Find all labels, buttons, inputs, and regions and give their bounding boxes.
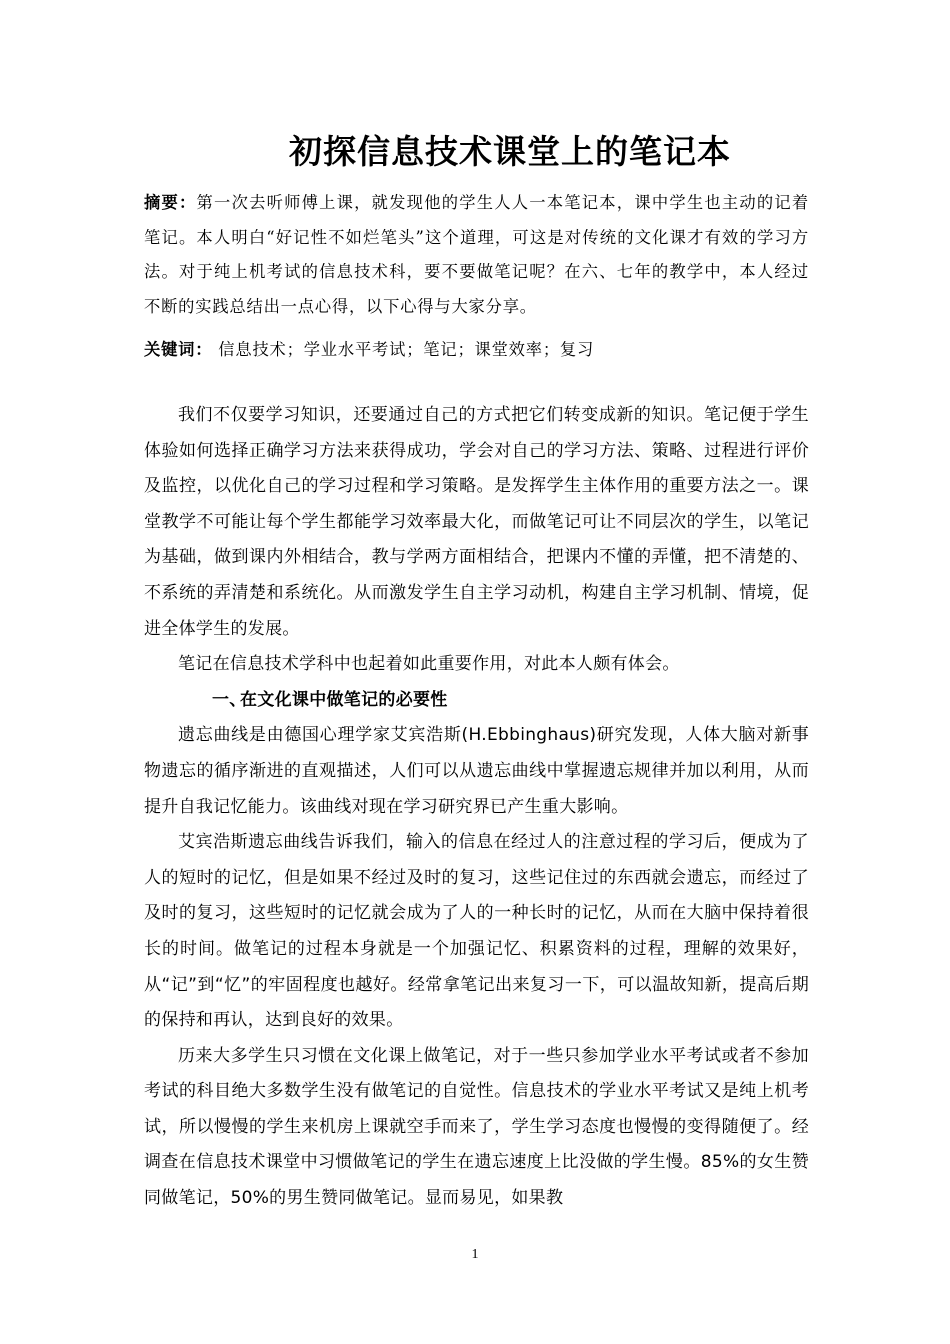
paragraph: 艾宾浩斯遗忘曲线告诉我们，输入的信息在经过人的注意过程的学习后，便成为了人的短时的记忆，但是如果不经过及时的复习，这些记住过的东西就会遗忘，而经过了及时的复习，这些短时的记忆就会成为了人的一种长时的记忆，从而在大脑中保持着很长的时间。做笔记的过程本身就是一个加强记忆、积累资料的过程，理解的效果好，从“记”到“忆”的牢固程度也越好。经常拿笔记出来复习一下，可以温故知新，提高后期的保持和再认，达到良好的效果。 (144, 832, 809, 1031)
abstract-text: 第一次去听师傅上课，就发现他的学生人人一本笔记本，课中学生也主动的记着笔记。本人明白“好记性不如烂笔头”这个道理，可这是对传统的文化课才有效的学习方法。对于纯上机考试的信息技术科，要不要做笔记呢？在六、七年的教学中，本人经过不断的实践总结出一点心得，以下心得与大家分享。 (144, 193, 809, 316)
abstract-label: 摘要： (144, 193, 197, 212)
page-number: 1 (471, 1247, 479, 1262)
keywords-label: 关键词： (144, 340, 213, 359)
paragraph: 我们不仅要学习知识，还要通过自己的方式把它们转变成新的知识。笔记便于学生体验如何选择正确学习方法来获得成功，学会对自己的学习方法、策略、过程进行评价及监控，以优化自己的学习过程和学习策略。是发挥学生主体作用的重要方法之一。课堂教学不可能让每个学生都能学习效率最大化，而做笔记可让不同层次的学生，以笔记为基础，做到课内外相结合，教与学两方面相结合，把课内不懂的弄懂，把不清楚的、不系统的弄清楚和系统化。从而激发学生自主学习动机，构建自主学习机制、情境，促进全体学生的发展。 (144, 405, 809, 639)
paragraph: 笔记在信息技术学科中也起着如此重要作用，对此本人颇有体会。 (178, 654, 680, 675)
section-heading (144, 683, 809, 719)
document-title: 初探信息技术课堂上的笔记本 (289, 132, 731, 171)
paragraph: 遗忘曲线是由德国心理学家艾宾浩斯(H.Ebbinghaus)研究发现，人体大脑对新事物遗忘的循序渐进的直观描述，人们可以从遗忘曲线中掌握遗忘规律并加以利用，从而提升自我记忆能力。该曲线对现在学习研究界已产生重大影响。 (144, 725, 809, 817)
paragraph: 历来大多学生只习惯在文化课上做笔记，对于一些只参加学业水平考试或者不参加考试的科目绝大多数学生没有做笔记的自觉性。信息技术的学业水平考试又是纯上机考试，所以慢慢的学生来机房上课就空手而来了，学生学习态度也慢慢的变得随便了。经调查在信息技术课堂中习惯做笔记的学生在遗忘速度上比没做的学生慢。85%的女生赞同做笔记，50%的男生赞同做笔记。显而易见，如果教 (144, 1045, 809, 1209)
section-title: 在文化课中做笔记的必要性 (240, 689, 448, 710)
section-number: 一、 (212, 689, 247, 710)
body-text (144, 398, 809, 1217)
abstract (144, 186, 809, 324)
keywords (144, 333, 809, 367)
keywords-text: 信息技术；学业水平考试；笔记；课堂效率；复习 (212, 340, 595, 359)
